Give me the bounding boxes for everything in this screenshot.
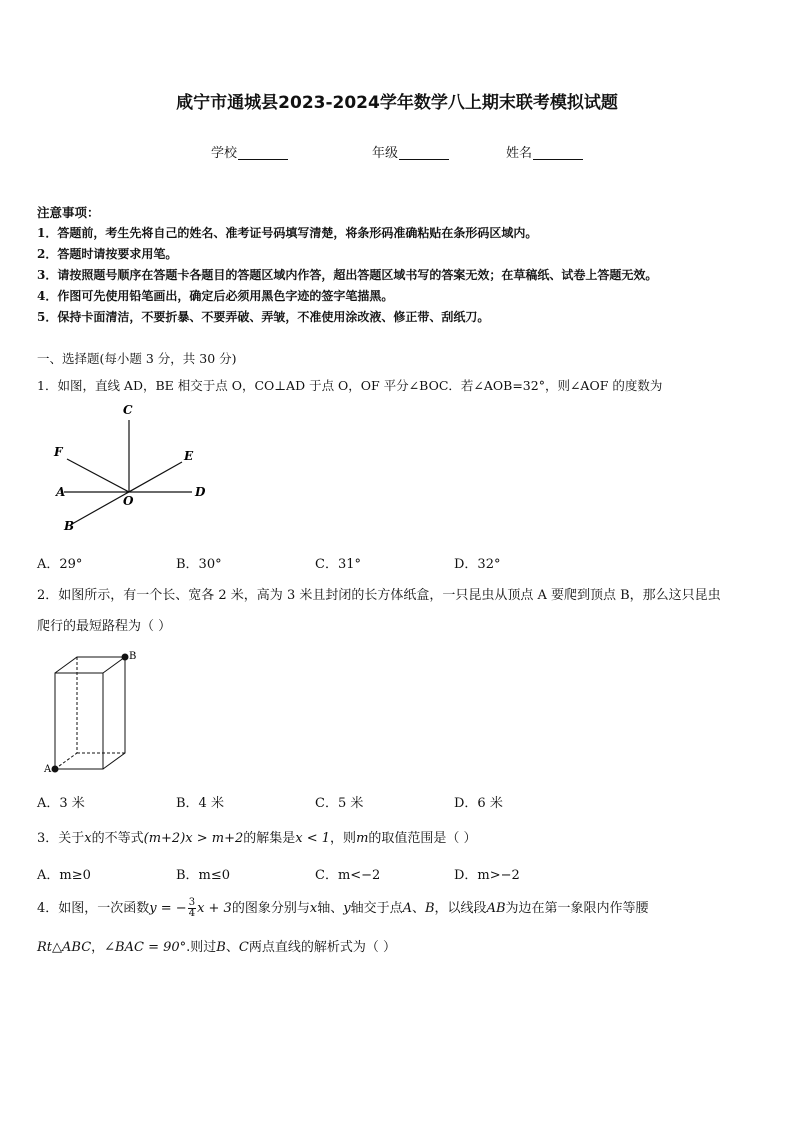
q3-pre: 3．关于 <box>37 831 85 846</box>
q4-line2b: ， <box>91 940 105 955</box>
q3-post: 的取值范围是（ ） <box>368 831 477 846</box>
q4-frac-den: 4 <box>188 908 196 919</box>
point-d-label: D <box>195 485 206 499</box>
point-b-label: B <box>129 651 137 662</box>
school-label: 学校 <box>211 146 238 161</box>
name-blank <box>533 145 583 160</box>
name-label: 姓名 <box>506 146 533 161</box>
q4-mid3: 轴交于点 <box>350 901 403 916</box>
note-item: 4．作图可先使用铅笔画出，确定后必须用黑色字迹的签字笔描黑。 <box>37 289 394 303</box>
q4-mid2: 轴、 <box>317 901 344 916</box>
q4-mid4: ，以线段 <box>434 901 487 916</box>
name-field <box>506 142 583 161</box>
option-d[interactable]: D．6 米 <box>454 796 503 811</box>
grade-field <box>372 142 449 161</box>
point-c-label: C <box>123 403 133 417</box>
q4-frac-num: 3 <box>188 897 196 908</box>
grade-blank <box>399 145 449 160</box>
note-item: 1．答题前，考生先将自己的姓名、准考证号码填写清楚，将条形码准确粘贴在条形码区域内。 <box>37 226 538 240</box>
school-blank <box>238 145 288 160</box>
option-b[interactable]: B．4 米 <box>176 796 224 811</box>
q4-pre: 4．如图，一次函数 <box>37 901 150 916</box>
q4-fraction <box>188 898 196 919</box>
q4-line2h: 两点直线的解析式为（ ） <box>248 940 396 955</box>
option-b[interactable]: B．30° <box>176 557 222 572</box>
q4-line2d: .则过 <box>186 940 217 955</box>
point-f-label: F <box>54 445 63 459</box>
q4-point-c: C <box>238 940 249 955</box>
question-2-text: 2．如图所示，有一个长、宽各 2 米，高为 3 米且封闭的长方体纸盒，一只昆虫从顶点 A 要爬到顶点 B，那么这只昆虫 <box>37 588 721 603</box>
question-1-figure <box>50 400 220 535</box>
q3-inequality: (m+2)x > m+2 <box>143 831 244 846</box>
point-a-label: A <box>56 485 66 499</box>
q3-mid2: 的解集是 <box>243 831 296 846</box>
grade-label: 年级 <box>372 146 399 161</box>
q3-mid1: 的不等式 <box>91 831 144 846</box>
q4-x-axis: x <box>309 901 318 916</box>
option-a[interactable]: A．3 米 <box>37 796 85 811</box>
q3-solution: x < 1 <box>295 831 331 846</box>
option-c[interactable]: C．m<−2 <box>315 868 381 883</box>
q3-mid3: ，则 <box>330 831 357 846</box>
q4-line2f: 、 <box>225 940 239 955</box>
notes-heading: 注意事项： <box>37 205 100 220</box>
note-item: 2．答题时请按要求用笔。 <box>37 247 178 261</box>
q4-angle: ∠BAC = 90° <box>104 940 187 955</box>
question-2-text-2: 爬行的最短路程为（ ） <box>37 619 172 634</box>
option-c[interactable]: C．5 米 <box>315 796 364 811</box>
option-b[interactable]: B．m≤0 <box>176 868 231 883</box>
q4-y-axis: y <box>343 901 351 916</box>
q4-triangle: Rt△ABC <box>37 940 92 955</box>
q4-func-b: x + 3 <box>197 901 232 916</box>
question-2-figure <box>40 645 150 780</box>
q4-mid1: 的图象分别与 <box>231 901 310 916</box>
point-e-label: E <box>184 449 194 463</box>
school-field <box>211 142 288 161</box>
point-o-label: O <box>123 494 134 508</box>
question-4-text-2 <box>37 936 396 955</box>
option-d[interactable]: D．32° <box>454 557 501 572</box>
section-heading: 一、选择题(每小题 3 分，共 30 分) <box>37 351 237 366</box>
question-3-text <box>37 827 477 846</box>
page-title: 咸宁市通城县2023-2024学年数学八上期末联考模拟试题 <box>176 93 618 113</box>
q3-var-m: m <box>356 831 369 846</box>
question-1-text: 1．如图，直线 AD，BE 相交于点 O，CO⊥AD 于点 O，OF 平分∠BOC．若∠AOB=32°，则∠AOF 的度数为 <box>37 378 663 393</box>
point-b-label: B <box>64 519 75 533</box>
q4-point-a: A <box>402 901 412 916</box>
point-a-label: A <box>44 764 52 775</box>
q4-point-b2: B <box>216 940 226 955</box>
option-c[interactable]: C．31° <box>315 557 361 572</box>
q4-post: 为边在第一象限内作等腰 <box>505 901 649 916</box>
option-d[interactable]: D．m>−2 <box>454 868 520 883</box>
option-a[interactable]: A．29° <box>37 557 83 572</box>
note-item: 3．请按照题号顺序在答题卡各题目的答题区域内作答，超出答题区域书写的答案无效；在草稿纸、试卷上答题无效。 <box>37 268 658 282</box>
q4-func-a: y = − <box>149 901 187 916</box>
q4-point-b: B <box>424 901 435 916</box>
q4-segment-ab: AB <box>486 901 506 916</box>
note-item: 5．保持卡面清洁，不要折暴、不要弄破、弄皱，不准使用涂改液、修正带、刮纸刀。 <box>37 310 490 324</box>
q4-comma: 、 <box>411 901 425 916</box>
q3-var-x: x <box>84 831 92 846</box>
option-a[interactable]: A．m≥0 <box>37 868 91 883</box>
question-4-text <box>37 898 649 920</box>
